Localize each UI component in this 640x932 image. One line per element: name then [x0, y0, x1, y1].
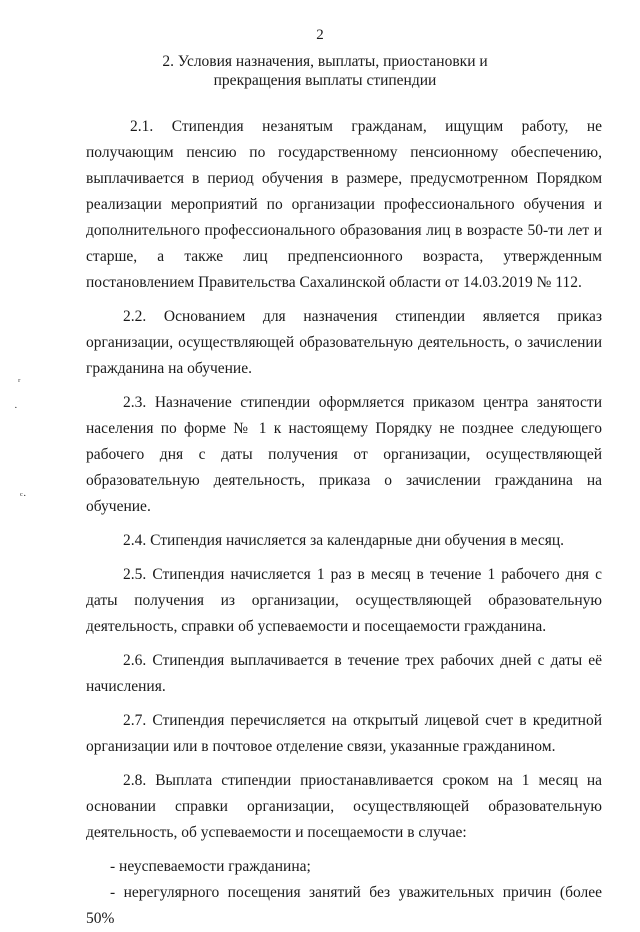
paragraph-2-3: 2.3. Назначение стипендии оформляется приказом центра занятости населения по форме № 1 к настоящему Порядку не позднее следующего рабочего дня с даты получения от организации, осуществляющей образовательную деятельность, приказа о зачислении гражданина на обучение.	[86, 394, 602, 515]
list-item: - нерегулярного посещения занятий без уважительных причин (более 50%	[86, 884, 602, 927]
paragraph-2-7: 2.7. Стипендия перечисляется на открытый лицевой счет в кредитной организации или в почтовое отделение связи, указанные гражданином.	[86, 712, 602, 755]
section-heading-line-1: 2. Условия назначения, выплаты, приостановки и	[162, 53, 488, 70]
document-body	[86, 114, 602, 932]
scan-mark: ʳ	[18, 376, 21, 388]
paragraph-2-4: 2.4. Стипендия начисляется за календарные дни обучения в месяц.	[123, 532, 565, 549]
page-number: 2	[316, 27, 324, 43]
paragraph-2-8: 2.8. Выплата стипендии приостанавливается сроком на 1 месяц на основании справки организации, осуществляющей образовательную деятельность, об успеваемости и посещаемости в случае:	[86, 772, 602, 841]
paragraph-2-5: 2.5. Стипендия начисляется 1 раз в месяц в течение 1 рабочего дня с даты получения из организации, осуществляющей образовательную деятельность, справки об успеваемости и посещаемости гражданина.	[86, 566, 602, 635]
scan-mark: ᶜ·	[20, 490, 27, 502]
paragraph-2-1: 2.1. Стипендия незанятым гражданам, ищущим работу, не получающим пенсию по государственному пенсионному обеспечению, выплачивается в период обучения в размере, предусмотренном Порядком реализации мероприятий по организации профессионального обучения и дополнительного профессионального образования лиц в возрасте 50-ти лет и старше, а также лиц предпенсионного возраста, утвержденным постановлением Правительства Сахалинской области от 14.03.2019 № 112.	[86, 118, 602, 291]
section-heading	[120, 52, 530, 90]
paragraph-2-2: 2.2. Основанием для назначения стипендии является приказ организации, осуществляющей образовательную деятельность, о зачислении гражданина на обучение.	[86, 308, 602, 377]
section-heading-line-2: прекращения выплаты стипендии	[213, 72, 437, 89]
list-item: - неуспеваемости гражданина;	[110, 858, 311, 875]
paragraph-2-6: 2.6. Стипендия выплачивается в течение трех рабочих дней с даты её начисления.	[86, 652, 602, 695]
scan-mark: ·	[14, 402, 18, 414]
